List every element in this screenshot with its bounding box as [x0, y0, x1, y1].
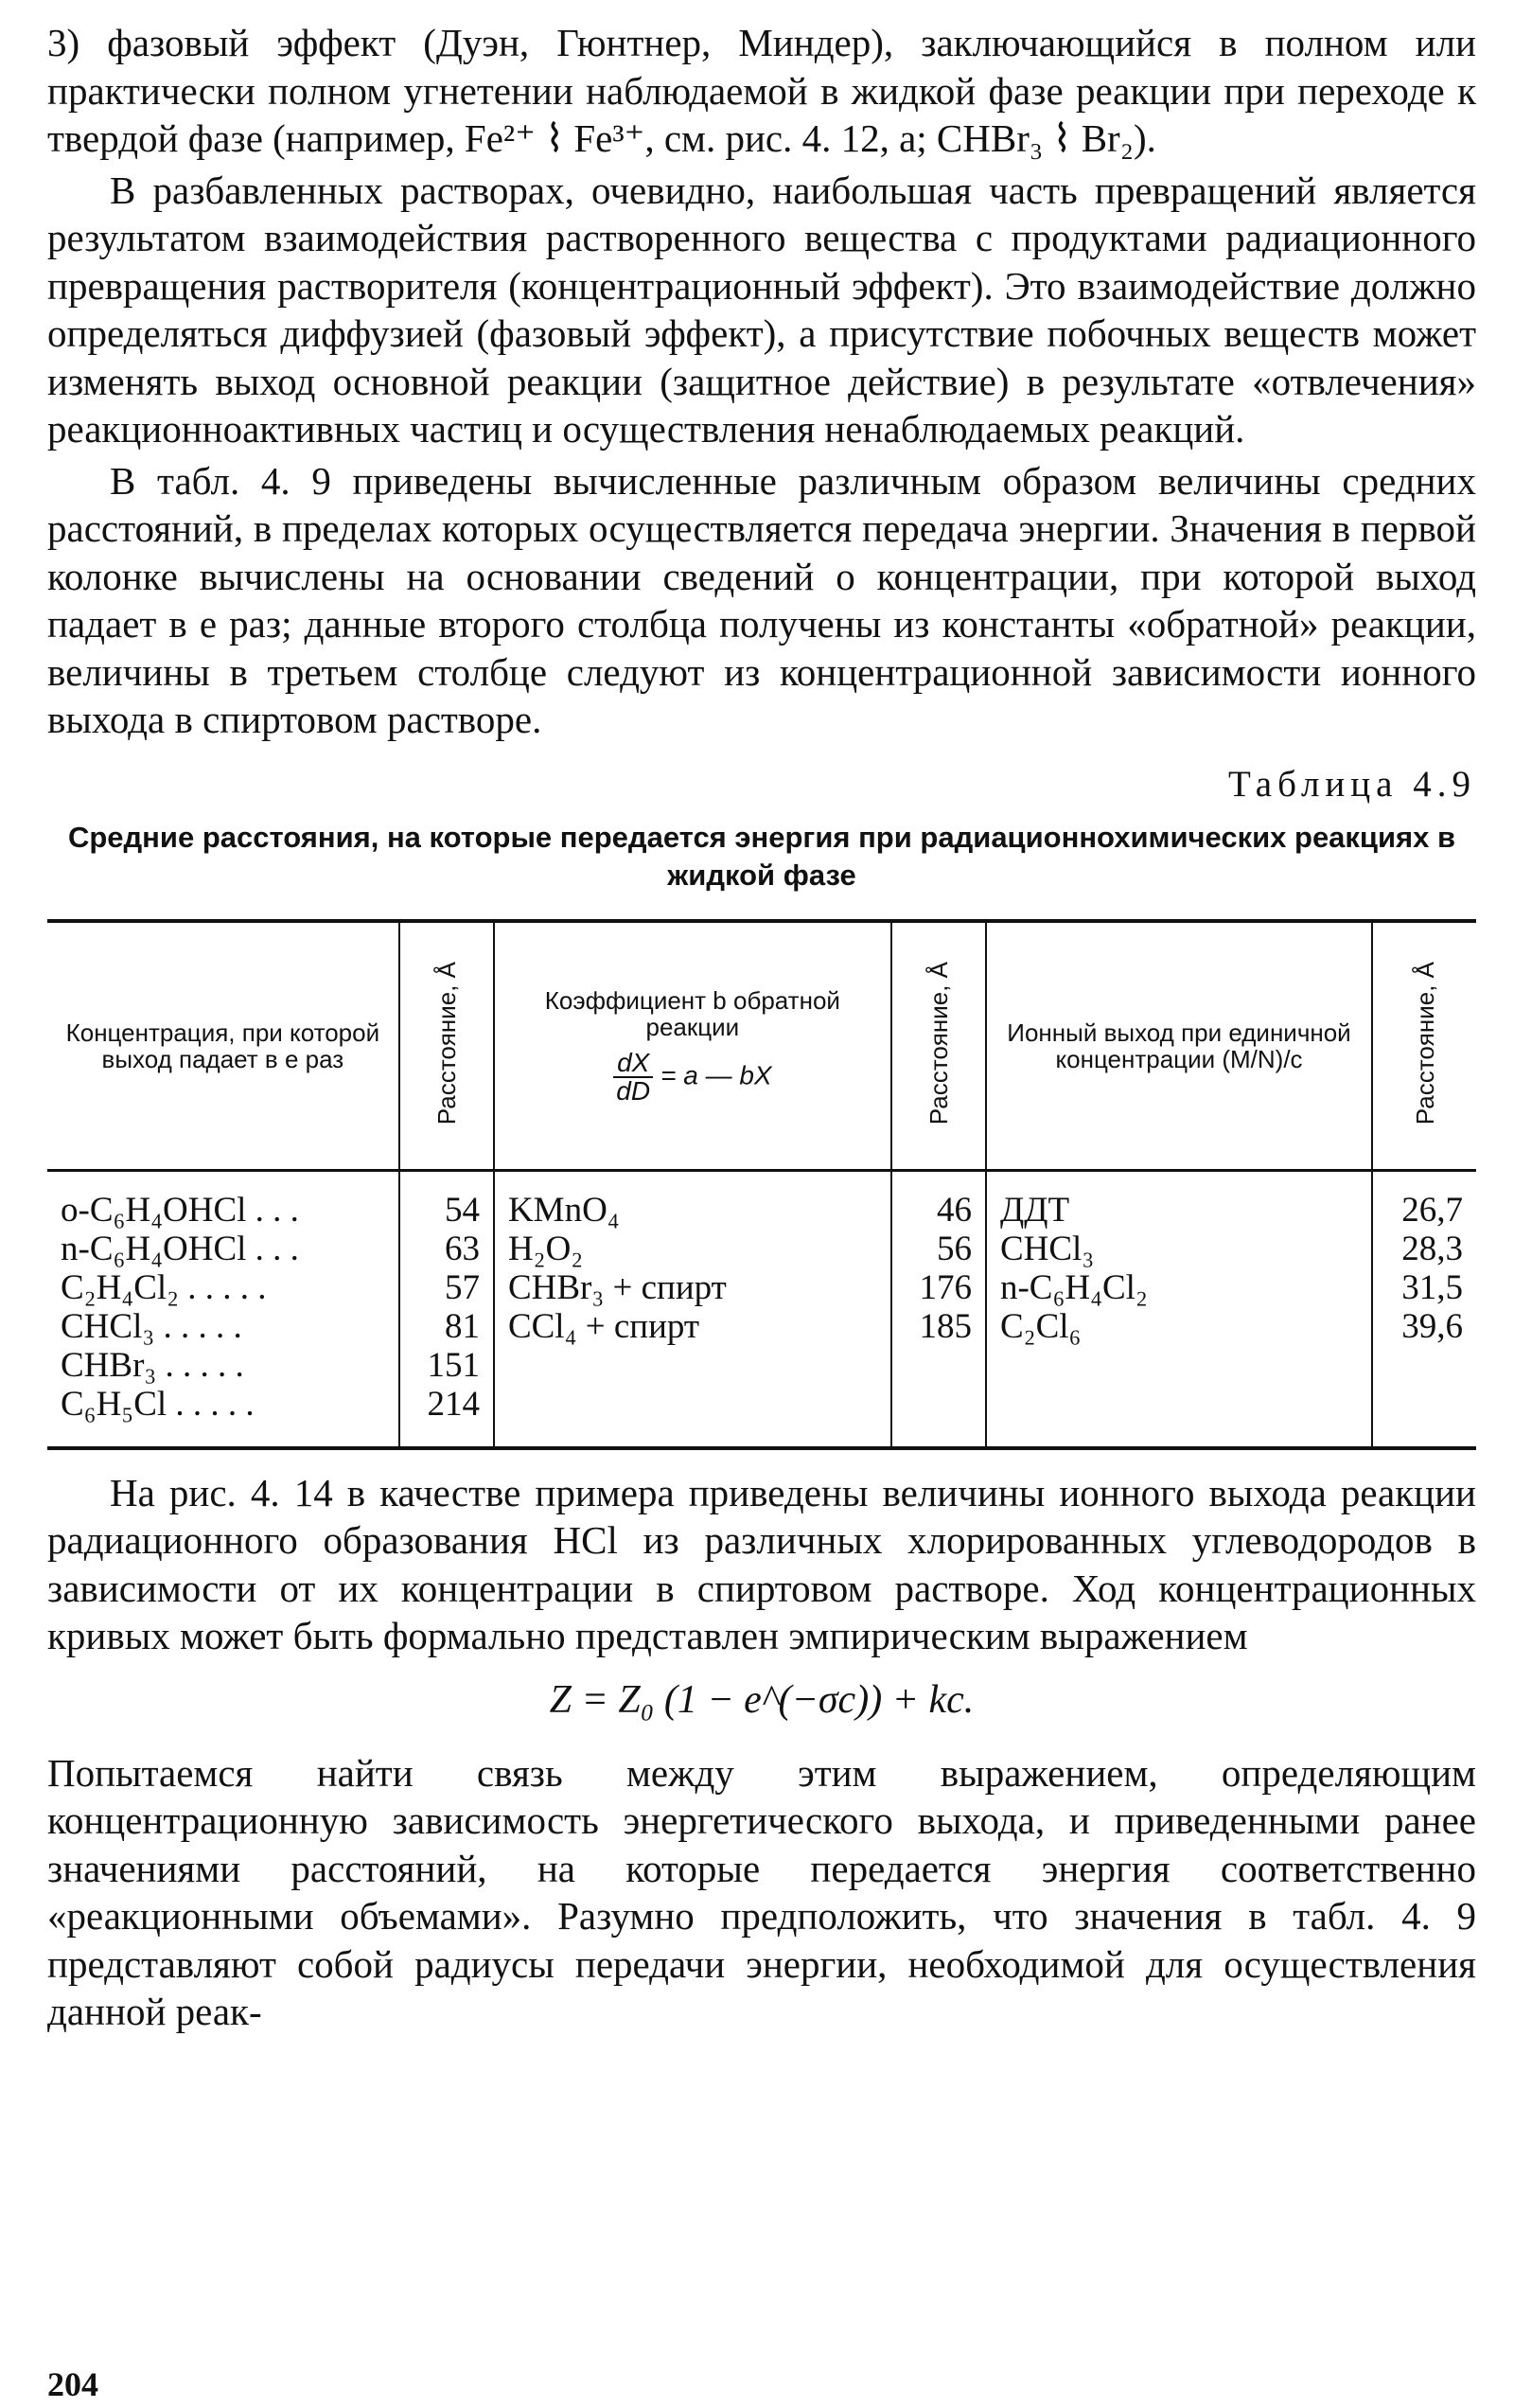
- column-distance-1: 54 63 57 81 151 214: [399, 1170, 494, 1448]
- page-content: [47, 19, 1476, 2036]
- paragraph-relation: Попытаемся найти связь между этим выражением, определяющим концентрационную зависимость энергетического выхода, и приведенными ранее значениями расстояний, на которые передается энергия соответственно «реакционными объемами». Разумно предположить, что значения в табл. 4. 9 представляют собой радиусы передачи энергии, необходимой для осуществления данной реак-: [47, 1750, 1476, 2033]
- formula-rhs: = a — bX: [660, 1059, 772, 1089]
- column-distance-3: 26,7 28,3 31,5 39,6: [1372, 1170, 1476, 1448]
- column-coefficient: KMnO₄ H₂O₂ CHBr₃ + спирт CCl₄ + спирт: [494, 1170, 891, 1448]
- page-number: 204: [47, 2365, 98, 2403]
- column-concentration: o-C₆H₄OHCl . . . n-C₆H₄OHCl . . . C₂H₄Cl₂ . . . . . CHCl₃ . . . . . CHBr₃ . . . . . C₆H₅Cl . . . . .: [61, 1190, 299, 1424]
- paragraph-figure-example: На рис. 4. 14 в качестве примера приведены величины ионного выхода реакции радиационного образования HCl из различных хлорированных углеводородов в зависимости от их концентрации в спиртовом растворе. Ход концентрационных кривых может быть формально представлен эмпирическим выражением: [47, 1470, 1476, 1657]
- header-coefficient: Коэффициент b обратной реакции $\frac{dX}{dD}$ = a — bX: [494, 921, 891, 1171]
- header-distance-3: Расстояние, Å: [1372, 921, 1476, 1171]
- paragraph-dilute-solutions: В разбавленных растворах, очевидно, наибольшая часть превращений является результатом взаимодействия растворенного вещества с продуктами радиационного превращения растворителя (концентрационный эффект). Это взаимодействие должно определяться диффузией (фазовый эффект), а присутствие побочных веществ может изменять выход основной реакции (защитное действие) в результате «отвлечения» реакционноактивных частиц и осуществления ненаблюдаемых реакций.: [47, 168, 1476, 451]
- distances-table: [47, 919, 1476, 1450]
- column-ionic-yield: ДДТ CHCl₃ n-C₆H₄Cl₂ C₂Cl₆: [986, 1170, 1372, 1448]
- table-title: Средние расстояния, на которые передается энергия при радиационнохимических реакциях в жидкой фазе: [67, 820, 1456, 892]
- header-distance-1: Расстояние, Å: [399, 921, 494, 1171]
- column-distance-2: 46 56 176 185: [891, 1170, 986, 1448]
- header-ionic-yield: Ионный выход при единичной концентрации (M/N)/c: [986, 921, 1372, 1171]
- paragraph-table-intro: В табл. 4. 9 приведены вычисленные различным образом величины средних расстояний, в пределах которых осуществляется передача энергии. Значения в первой колонке вычислены на основании сведений о концентрации, при которой выход падает в e раз; данные второго столбца получены из константы «обратной» реакции, величины в третьем столбце следуют из концентрационной зависимости ионного выхода в спиртовом растворе.: [47, 458, 1476, 741]
- table-label: Таблица 4.9: [1227, 763, 1476, 805]
- formula-numerator: dX: [613, 1050, 653, 1078]
- header-distance-2: Расстояние, Å: [891, 921, 986, 1171]
- empirical-formula: Z = Z₀ (1 − e^(−σc)) + kc.: [549, 1677, 975, 1722]
- header-concentration: Концентрация, при которой выход падает в e раз: [47, 921, 399, 1171]
- paragraph-phase-effect: 3) фазовый эффект (Дуэн, Гюнтнер, Миндер), заключающийся в полном или практически полном угнетении наблюдаемой в жидкой фазе реакции при переходе к твердой фазе (например, Fe²⁺ ⌇ Fe³⁺, см. рис. 4. 12, a; CHBr₃ ⌇ Br₂).: [47, 21, 1476, 160]
- formula-denominator: dD: [616, 1075, 651, 1106]
